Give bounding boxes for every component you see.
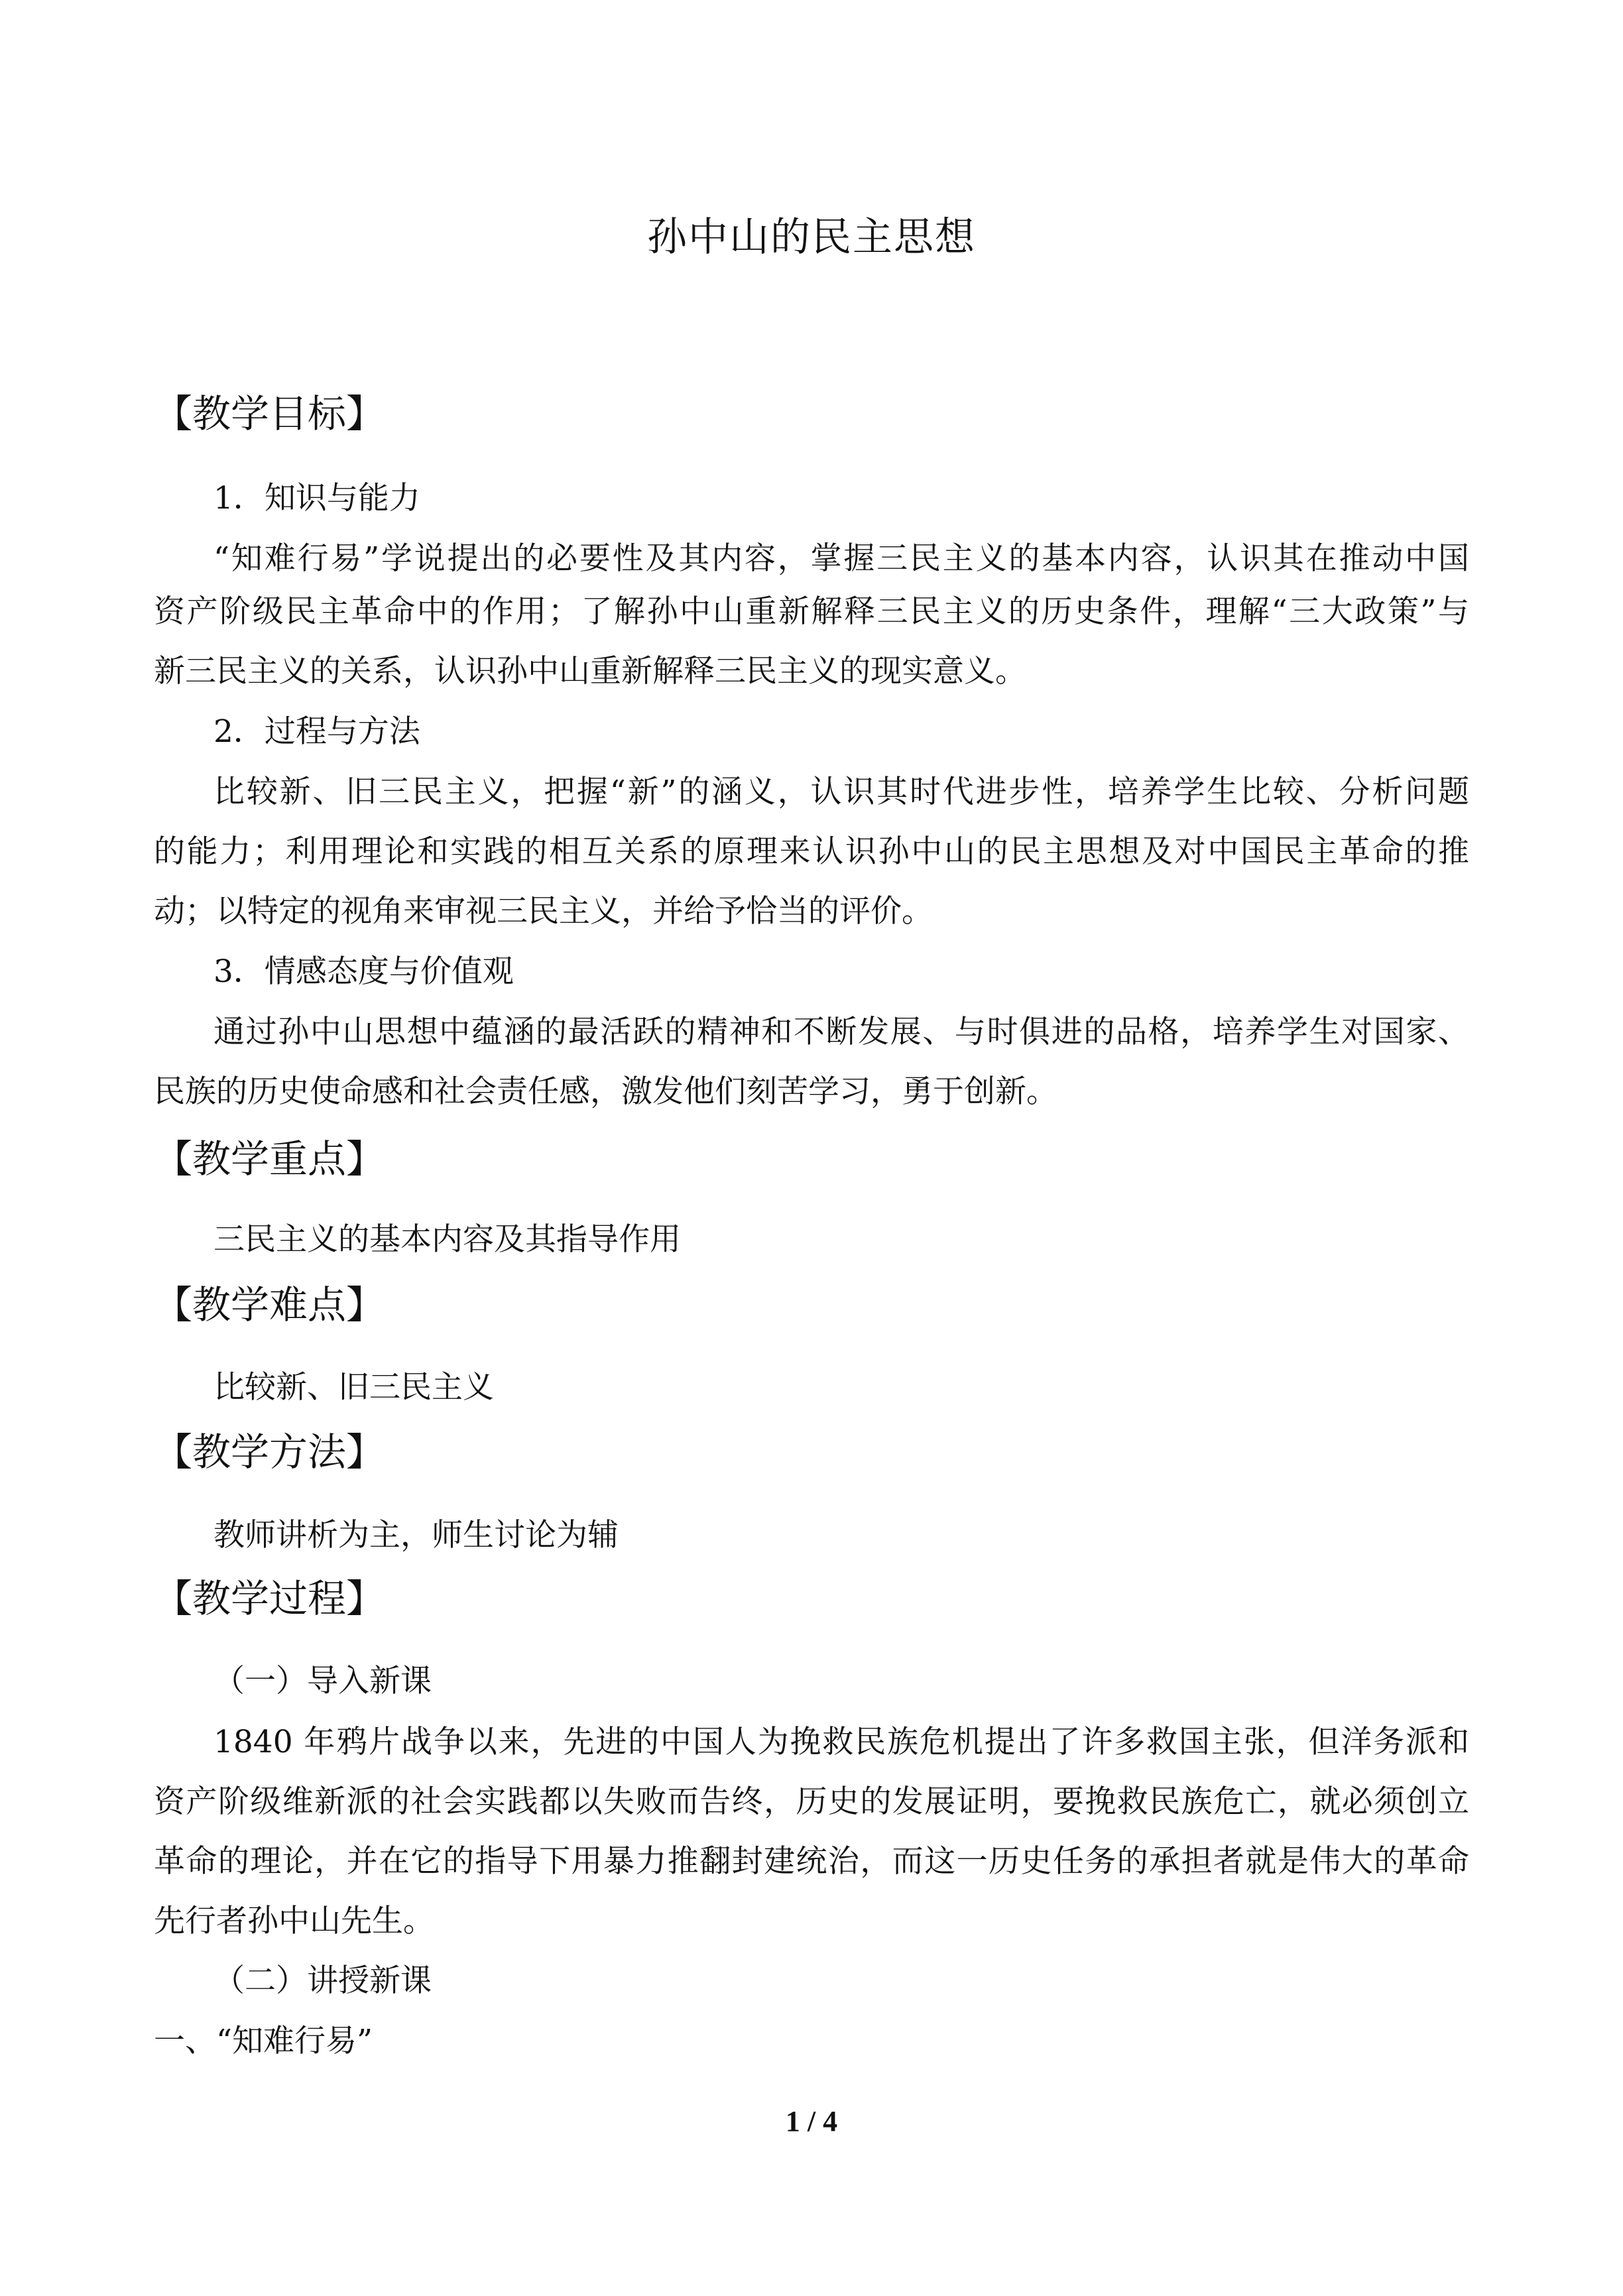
section-heading-difficulties: 【教学难点】 [154, 1282, 385, 1327]
paragraph-line: 1840 年鸦片战争以来，先进的中国人为挽救民族危机提出了许多救国主张，但洋务派和 [213, 1724, 1469, 1760]
paragraph-line: 资产阶级维新派的社会实践都以失败而告终，历史的发展证明，要挽救民族危亡，就必须创立 [154, 1783, 1469, 1820]
process-part-2-label: （二）讲授新课 [213, 1963, 432, 1999]
section-heading-objectives: 【教学目标】 [154, 391, 385, 436]
paragraph-line: 新三民主义的关系，认识孙中山重新解释三民主义的现实意义。 [154, 653, 1026, 690]
key-points-text: 三民主义的基本内容及其指导作用 [213, 1221, 681, 1258]
section-heading-key-points: 【教学重点】 [154, 1136, 385, 1181]
paragraph-line: 资产阶级民主革命中的作用；了解孙中山重新解释三民主义的历史条件，理解“三大政策”与 [154, 593, 1469, 630]
paragraph-line: 先行者孙中山先生。 [154, 1903, 434, 1939]
paragraph-line: 民族的历史使命感和社会责任感，激发他们刻苦学习，勇于创新。 [154, 1073, 1057, 1110]
document-title: 孙中山的民主思想 [647, 214, 976, 261]
page-number: 1 / 4 [785, 2105, 838, 2138]
paragraph-line: 动；以特定的视角来审视三民主义，并给予恰当的评价。 [154, 893, 933, 930]
section-heading-process: 【教学过程】 [154, 1576, 385, 1621]
paragraph-line: 革命的理论，并在它的指导下用暴力推翻封建统治，而这一历史任务的承担者就是伟大的革命 [154, 1843, 1469, 1880]
paragraph-line: 通过孙中山思想中蕴涵的最活跃的精神和不断发展、与时俱进的品格，培养学生对国家、 [213, 1014, 1469, 1050]
subsection-heading: 一、“知难行易” [154, 2023, 373, 2059]
paragraph-line: “知难行易”学说提出的必要性及其内容，掌握三民主义的基本内容，认识其在推动中国 [213, 540, 1469, 577]
paragraph-line: 的能力；利用理论和实践的相互关系的原理来认识孙中山的民主思想及对中国民主革命的推 [154, 833, 1469, 870]
paragraph-line: 比较新、旧三民主义，把握“新”的涵义，认识其时代进步性，培养学生比较、分析问题 [213, 774, 1469, 810]
process-part-1-label: （一）导入新课 [213, 1663, 432, 1699]
difficulties-text: 比较新、旧三民主义 [213, 1369, 494, 1406]
section-heading-methods: 【教学方法】 [154, 1429, 385, 1475]
objective-item-3-label: 3．情感态度与价值观 [213, 953, 514, 990]
objective-item-1-label: 1．知识与能力 [213, 480, 420, 516]
objective-item-2-label: 2．过程与方法 [213, 713, 420, 750]
methods-text: 教师讲析为主，师生讨论为辅 [213, 1517, 619, 1553]
